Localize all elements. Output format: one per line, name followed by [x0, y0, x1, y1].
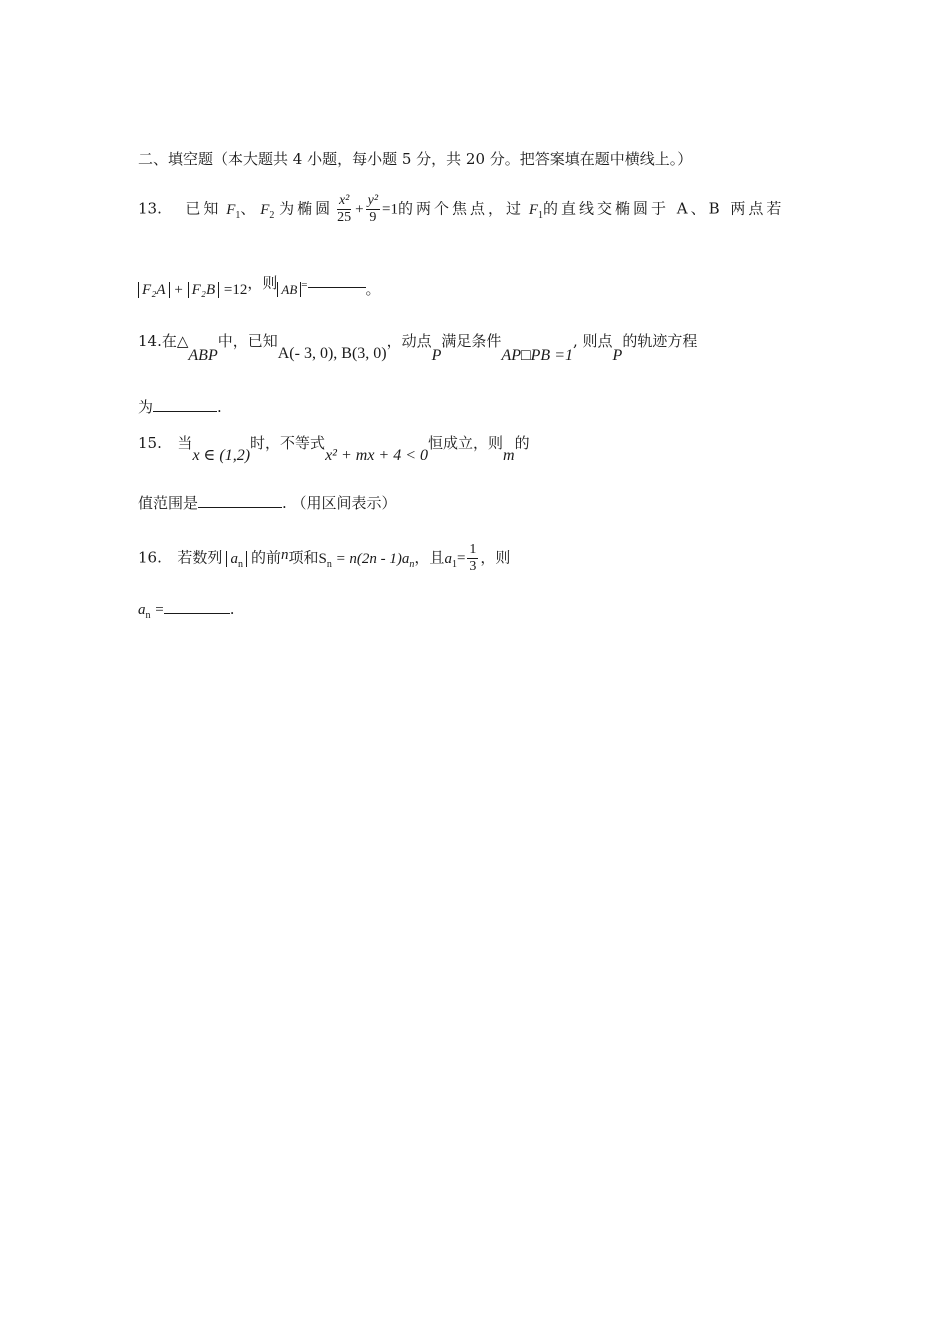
q15-text: 恒成立，则 [428, 434, 504, 452]
section-heading [138, 152, 692, 167]
separator: 、 [240, 199, 256, 218]
triangle-abp: ABP [188, 347, 218, 364]
answer-blank-16 [164, 613, 230, 614]
q15-text: 值范围是 [138, 494, 199, 512]
formula-sn: $S_n = n(2n - 1)a_n$ [318, 550, 415, 570]
q14-period: . [217, 398, 222, 416]
fraction-x2-25: $\frac{\text{x²}}{25}$ [337, 193, 352, 226]
plus-sign: + [355, 201, 364, 218]
q14-text: 为 [138, 398, 154, 416]
question-15-line-1 [138, 434, 530, 464]
abs-f2a: F₂A [138, 282, 170, 298]
equals-twelve: =12 [223, 282, 248, 298]
inequality: x² + mx + 4 < 0 [325, 447, 429, 464]
plus-sign: + [174, 282, 183, 298]
question-15-line-2 [138, 496, 397, 511]
focus-f1: $F_1$ [226, 201, 241, 221]
fraction-y2-9: $\frac{\text{y²}}{9}$ [367, 193, 379, 226]
question-14-line-2 [138, 400, 222, 415]
abs-ab: AB [277, 282, 301, 297]
question-number: 15. [138, 434, 162, 452]
q16-text: ，则 [480, 548, 511, 567]
x-in-interval: x ∈ (1,2) [192, 447, 251, 464]
q13-text: 的两个焦点，过 [398, 199, 525, 218]
abs-f2b: F₂B [188, 282, 220, 298]
sequence-an: $a_n$ [226, 551, 247, 567]
q15-text: 时，不等式 [250, 434, 326, 452]
question-13-line-2 [138, 274, 381, 298]
variable-n: n [280, 546, 289, 563]
equals-sign: = [456, 550, 466, 567]
q16-text: 项和 [288, 548, 319, 567]
question-14-line-1 [138, 332, 698, 364]
focus-f2: $F_2$ [260, 201, 275, 221]
an-term: $a_n$ [138, 602, 151, 621]
answer-blank-14 [153, 411, 217, 412]
q14-text: 中，已知 [217, 332, 278, 350]
q15-text: 的 [514, 434, 530, 452]
q13-text: 已知 [185, 199, 222, 218]
q14-text: 满足条件 [441, 332, 502, 350]
question-number: 13. [138, 199, 162, 218]
q13-text: ，则 [247, 274, 278, 292]
equals-one: =1 [382, 201, 399, 218]
q14-text: , 则点 [573, 332, 613, 350]
a1-term: $a_1$ [444, 550, 457, 570]
q16-text: 若数列 [177, 548, 223, 567]
equals-sign: = [301, 279, 308, 291]
question-13-line-1 [138, 193, 784, 226]
fraction-one-third: $\frac{1}{3}$ [469, 542, 477, 575]
q14-text: 的轨迹方程 [622, 332, 698, 350]
q15-text: 当 [177, 434, 193, 452]
question-16-line-2 [138, 602, 235, 621]
q16-period: . [229, 600, 235, 618]
q14-text: 在△ [161, 332, 189, 350]
q13-text: 的直线交椭圆于 A、B 两点若 [542, 199, 785, 218]
answer-blank-15 [198, 507, 282, 508]
q15-text: . （用区间表示） [282, 494, 397, 512]
q14-text: ，动点 [386, 332, 432, 350]
answer-blank-13 [308, 287, 366, 288]
q16-text: 的前 [250, 548, 281, 567]
variable-m: m [503, 447, 515, 464]
focus-f1: $F_1$ [528, 201, 543, 221]
q13-end: 。 [365, 280, 381, 298]
points-a-b: A(- 3, 0), B(3, 0) [277, 345, 387, 362]
question-16-line-1 [138, 542, 510, 575]
section-title: 二、填空题（本大题共 4 小题，每小题 5 分，共 20 分。把答案填在题中横线上。） [138, 150, 693, 168]
point-p: P [612, 347, 623, 364]
question-number: 14. [138, 332, 162, 350]
point-p: P [431, 347, 442, 364]
equals-sign: = [155, 602, 164, 618]
q13-text: 为椭圆 [279, 199, 334, 218]
q16-text: ，且 [414, 548, 445, 567]
question-number: 16. [138, 548, 162, 567]
condition-ap-pb: AP□PB =1 [501, 347, 573, 364]
